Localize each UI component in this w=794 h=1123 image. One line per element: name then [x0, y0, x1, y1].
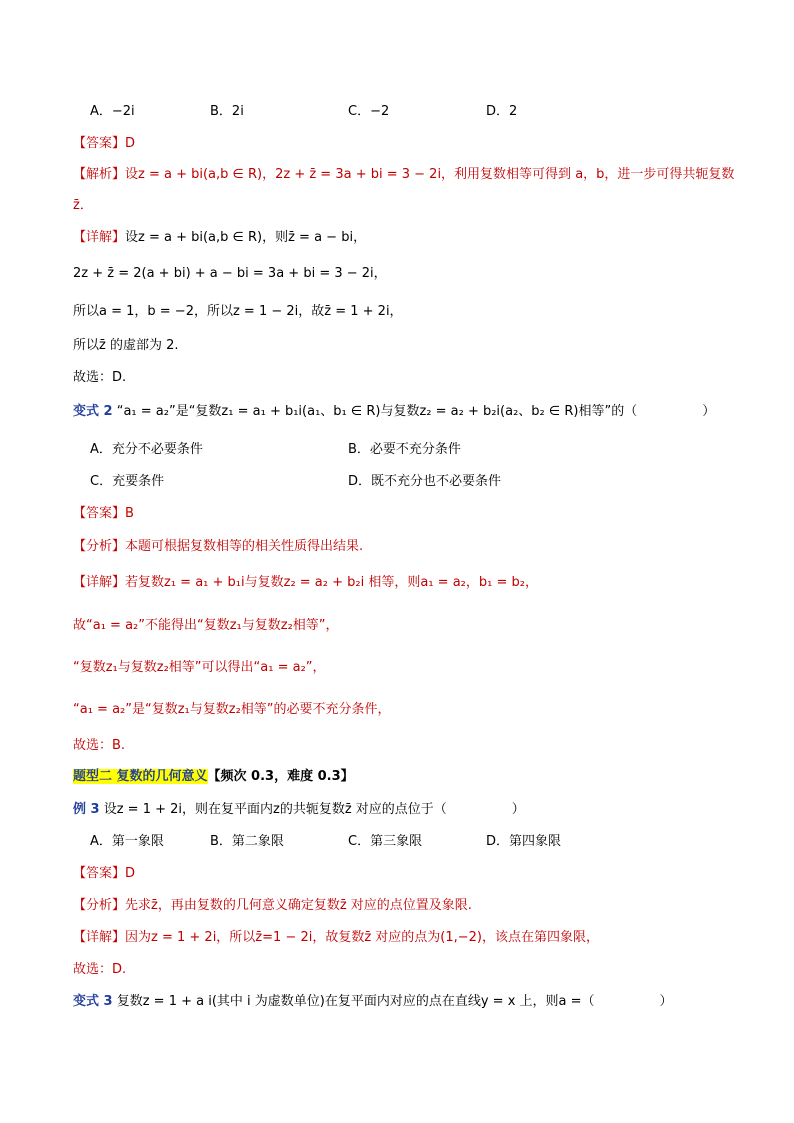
option-b: B．第二象限 [210, 834, 284, 849]
option-b: B．2i [210, 104, 244, 119]
detail-block [73, 574, 538, 592]
option-c: C．−2 [348, 104, 390, 119]
question-label: 例 3 [73, 802, 100, 817]
analysis-tag: 【解析】 [73, 167, 126, 182]
section-meta: 【频次 0.3，难度 0.3】 [207, 769, 354, 784]
answer-block [73, 135, 135, 153]
detail-line: 故选：D. [73, 962, 127, 977]
analysis-tag: 【分析】 [73, 539, 126, 554]
option-a: A．第一象限 [90, 834, 164, 849]
analysis-tag: 【分析】 [73, 898, 126, 913]
analysis-text: 本题可根据复数相等的相关性质得出结果. [125, 539, 364, 554]
option-a: A．充分不必要条件 [90, 442, 203, 457]
answer-tag: 【答案】 [73, 866, 126, 881]
question-label: 变式 2 [73, 404, 113, 419]
detail-tag: 【详解】 [73, 575, 126, 590]
analysis-block [73, 897, 472, 915]
detail-tag: 【详解】 [73, 230, 126, 245]
detail-line: 故选：B. [73, 738, 126, 753]
option-d: D．第四象限 [486, 834, 562, 849]
option-b: B．必要不充分条件 [348, 442, 461, 457]
section-title: 题型二 复数的几何意义 [73, 769, 208, 784]
detail-line: 故选：D. [73, 370, 127, 385]
analysis-text: 设z = a + bi(a,b ∈ R)，2z + z̄ = 3a + bi = 3 − 2i，利用复数相等可得到 a，b，进一步可得共轭复数 [125, 167, 735, 182]
analysis-block [73, 538, 363, 556]
answer-block [73, 505, 134, 523]
detail-line: 若复数z₁ = a₁ + b₁i与复数z₂ = a₂ + b₂i 相等，则a₁ = a₂，b₁ = b₂， [125, 575, 538, 590]
answer-value: D [125, 866, 136, 881]
detail-line: 因为z = 1 + 2i，所以z̄=1 − 2i，故复数z̄ 对应的点为(1,−2)，该点在第四象限， [125, 930, 600, 945]
answer-value: D [125, 136, 136, 151]
question-text: “a₁ = a₂”是“复数z₁ = a₁ + b₁i(a₁、b₁ ∈ R)与复数z₂ = a₂ + b₂i(a₂、b₂ ∈ R)相等”的（ ） [116, 404, 716, 419]
detail-block [73, 929, 599, 947]
option-d: D．既不充分也不必要条件 [348, 474, 502, 489]
question-block [73, 993, 673, 1011]
detail-line: 设z = a + bi(a,b ∈ R)，则z̄ = a − bi， [125, 230, 367, 245]
answer-tag: 【答案】 [73, 136, 126, 151]
question-block [73, 403, 715, 421]
option-c: C．充要条件 [90, 474, 165, 489]
answer-value: B [125, 506, 134, 521]
detail-line: 所以z̄ 的虚部为 2. [73, 338, 179, 353]
answer-block [73, 865, 135, 883]
option-d: D．2 [486, 104, 518, 119]
question-block [73, 801, 525, 819]
question-text: 设z = 1 + 2i，则在复平面内z的共轭复数z̄ 对应的点位于（ ） [103, 802, 525, 817]
detail-block [73, 229, 366, 247]
detail-line: “复数z₁与复数z₂相等”可以得出“a₁ = a₂”， [73, 660, 326, 675]
answer-tag: 【答案】 [73, 506, 126, 521]
detail-line: 故“a₁ = a₂”不能得出“复数z₁与复数z₂相等”， [73, 618, 339, 633]
question-text: 复数z = 1 + a i(其中 i 为虚数单位)在复平面内对应的点在直线y = x 上，则a =（ ） [116, 994, 673, 1009]
analysis-block [73, 166, 734, 184]
analysis-text: 先求z̄，再由复数的几何意义确定复数z̄ 对应的点位置及象限. [125, 898, 472, 913]
section-header [73, 768, 354, 786]
detail-line: 所以a = 1，b = −2，所以z = 1 − 2i，故z̄ = 1 + 2i， [73, 304, 403, 319]
detail-tag: 【详解】 [73, 930, 126, 945]
option-a: A．−2i [90, 104, 135, 119]
detail-line: 2z + z̄ = 2(a + bi) + a − bi = 3a + bi = 3 − 2i， [73, 266, 387, 281]
detail-line: “a₁ = a₂”是“复数z₁与复数z₂相等”的必要不充分条件， [73, 702, 391, 717]
question-label: 变式 3 [73, 994, 113, 1009]
analysis-cont: z̄． [73, 198, 93, 213]
option-c: C．第三象限 [348, 834, 423, 849]
